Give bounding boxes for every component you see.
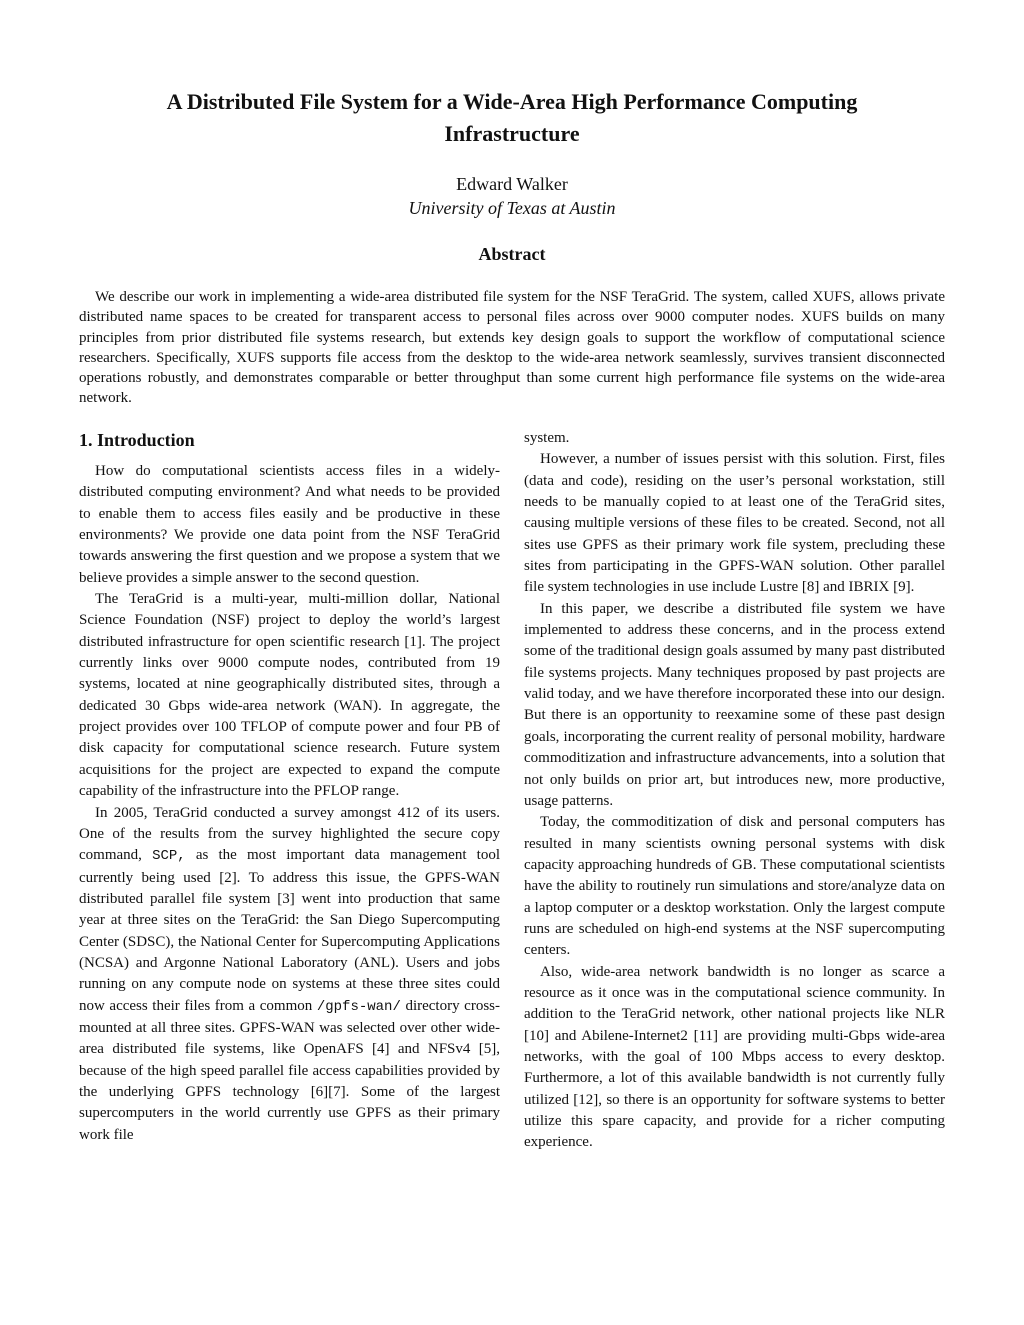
right-column [524,428,945,1154]
abstract-text: We describe our work in implementing a wide-area distributed file system for the NSF TeraGrid. The system, called XUFS, allows private distributed name spaces to be created for transparent access to personal files across over 9000 computer nodes. XUFS builds on many principles from prior distributed file systems research, but extends key design goals to support the workflow of computational science researchers. Specifically, XUFS supports file access from the desktop to the wide-area network seamlessly, survives transient disconnected operations robustly, and demonstrates comparable or better throughput than some current high performance file systems on the wide-area network. [79,289,945,407]
paper-title: A Distributed File System for a Wide-Area High Performance Computing Infrastructure [166,89,858,146]
author-name: Edward Walker [456,174,568,194]
author-affiliation: University of Texas at Austin [408,198,616,218]
intro-paragraph-3 [79,803,500,1147]
intro-paragraph-6: Today, the commoditization of disk and personal computers has resulted in many scientists owning personal systems with disk capacity approaching hundreds of GB. These computational scientists have the ability to routinely run simulations and store/analyze data on a laptop computer or a desktop workstation. Only the largest compute runs are scheduled on high-end systems at the NSF supercomputing centers. [524,814,945,959]
intro-paragraph-2: The TeraGrid is a multi-year, multi-million dollar, National Science Foundation (NSF) project to deploy the world’s largest distributed infrastructure for open scientific research [1]. The project currently links over 9000 compute nodes, contributed from 19 systems, located at nine geographically distributed sites, through a dedicated 30 Gbps wide-area network (WAN). In aggregate, the project provides over 100 TFLOP of compute power and four PB of disk capacity for computational science research. Future system acquisitions for the project are expected to expand the compute capability of the infrastructure into the PFLOP range. [79,591,500,800]
paragraph-text: directory cross-mounted at all three sites. GPFS-WAN was selected over other wide-area distributed file systems, like OpenAFS [4] and NFSv4 [5], because of the high speed parallel file access capabilities provided by the underlying GPFS technology [6][7]. Some of the largest supercomputers in the world currently use GPFS as their primary work file [79,997,500,1143]
inline-code-scp: SCP, [152,848,186,865]
intro-paragraph-7: Also, wide-area network bandwidth is no longer as scarce a resource as it once was in the computational science community. In addition to the TeraGrid network, other national projects like NLR [10] and Abilene-Internet2 [11] are providing multi-Gbps wide-area networks, with the goal of 100 Mbps access to every desktop. Furthermore, a lot of this available bandwidth is not currently fully utilized [12], so there is an opportunity for software systems to better utilize this spare capacity, and provide for a richer computing experience. [524,963,945,1151]
paragraph-text: In 2005, TeraGrid conducted a survey amongst 412 of its users. One of the results from the survey highlighted the secure copy command, [79,804,500,864]
left-column [79,428,500,1146]
intro-paragraph-1: How do computational scientists access files in a widely-distributed computing environment? And what needs to be provided to enable them to access files easily and be productive in these environments? We provide one data point from the NSF TeraGrid towards answering the first question and we propose a system that we believe provides a simple answer to the second question. [79,463,500,586]
paragraph-text: as the most important data management tool currently being used [2]. To address this issue, the GPFS-WAN distributed parallel file system [3] went into production that same year at three sites on the TeraGrid: the San Diego Supercomputing Center (SDSC), the National Center for Supercomputing Applications (NCSA) and Argonne National Laboratory (ANL). Users and jobs running on any compute node on systems at these three sites could now access their files from a common [79,847,500,1014]
intro-paragraph-4: However, a number of issues persist with this solution. First, files (data and code), residing on the user’s personal workstation, still needs to be manually copied to at least one of the TeraGrid sites, causing multiple versions of these files to be created. Second, not all sites use GPFS as their primary work file system, precluding these sites from participating in the GPFS-WAN solution. Other parallel file system technologies in use include Lustre [8] and IBRIX [9]. [524,451,945,596]
intro-paragraph-3-continued: system. [524,430,570,446]
section-heading-introduction: 1. Introduction [79,430,195,450]
inline-code-gpfs-wan: /gpfs-wan/ [316,998,401,1015]
abstract-heading: Abstract [478,244,546,264]
intro-paragraph-5: In this paper, we describe a distributed file system we have implemented to address these concerns, and in the process extend some of the traditional design goals assumed by many past distributed file systems projects. Many techniques proposed by past projects are valid today, and we have therefore incorporated these into our design. But there is an opportunity to reexamine some of these past design goals, incorporating the current reality of personal mobility, hardware commoditization and infrastructure advancements, into a solution that not only builds on prior art, but introduces new, more productive, usage patterns. [524,600,945,809]
